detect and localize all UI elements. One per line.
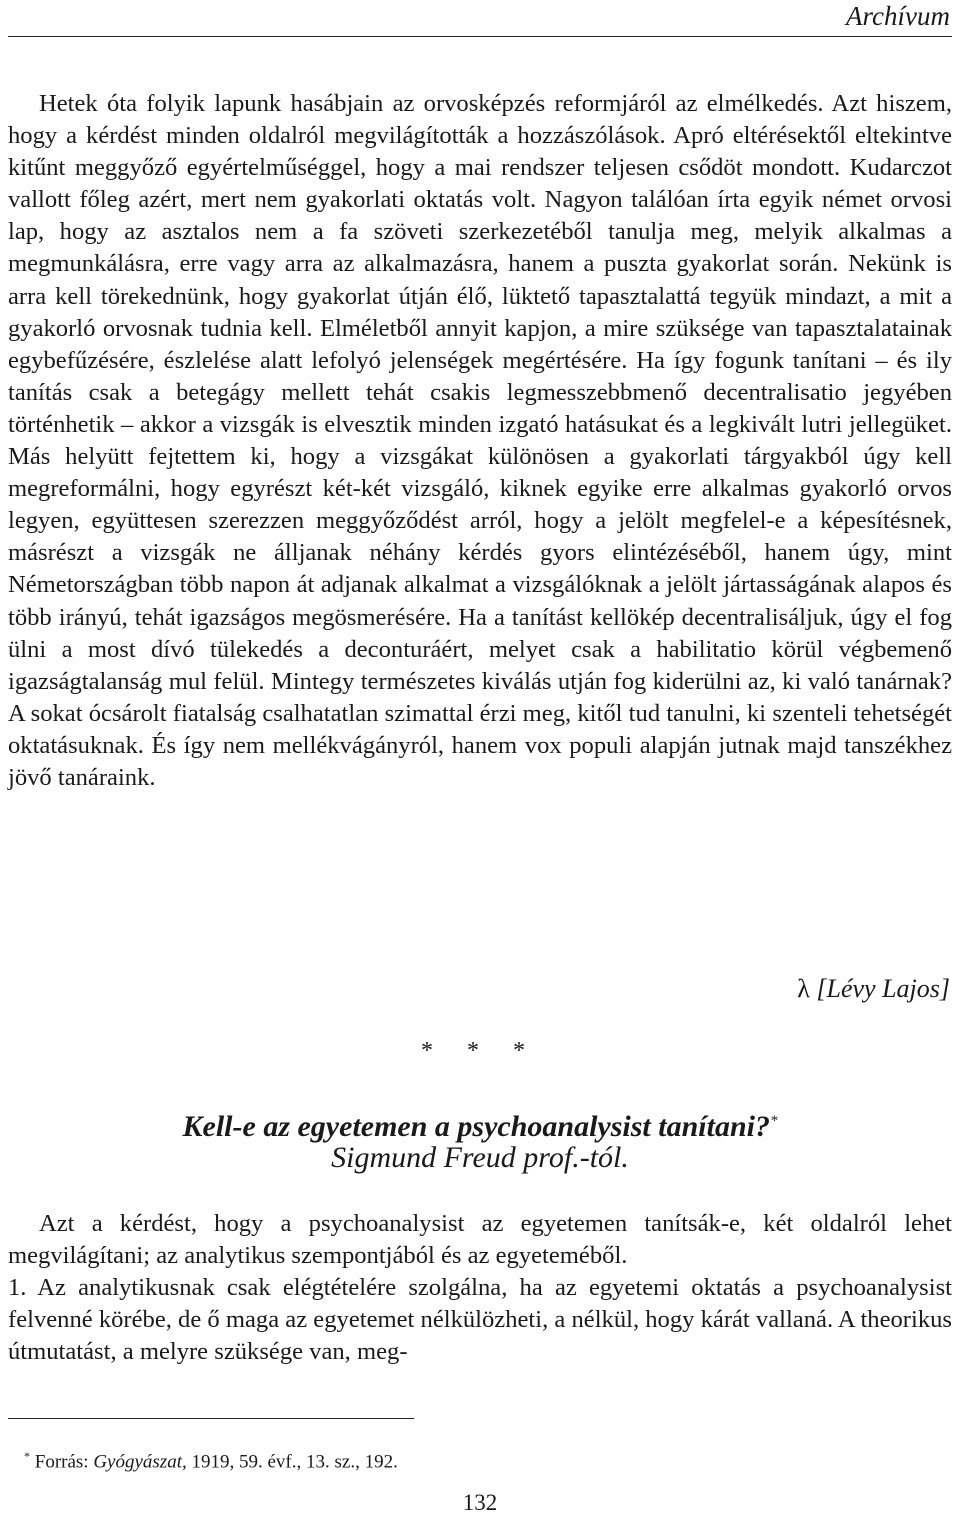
body-paragraph-1: Hetek óta folyik lapunk hasábjain az orvosképzés reformjáról az elmélkedés. Azt hiszem, hogy a kérdést minden oldalról megvilágították a hozzászólások. Apró eltérésektől eltekintve kitűnt meggyőző egyértelműséggel, hogy a mai rendszer teljesen csődöt mondott. Kudarczot vallott főleg azért, mert nem gyakorlati oktatás volt. Nagyon találóan írta egyik német orvosi lap, hogy az asztalos nem a fa szöveti szerkezetéből tanulja meg, melyik alkalmas a megmunkálásra, erre vagy arra az alkalmazásra, hanem a puszta gyakorlat során. Nekünk is arra kell törekednünk, hogy gyakorlat útján élő, lüktető tapasztalattá tegyük mindazt, a mit a gyakorló orvosnak tudnia kell. Elméletből annyit kapjon, a mire szüksége van tapasztalatainak egybefűzésére, észlelése alatt lefolyó jelenségek megértésére. Ha így fogunk tanítani – és ily tanítás csak a betegágy mellett tehát csakis legmesszebbmenő decentralisatio jegyében történhetik – akkor a vizsgák is elvesztik minden izgató hatásukat és a legkivált lutri jellegüket. Más helyütt fejtettem ki, hogy a vizsgákat különösen a gyakorlati tárgyakból úgy kell megreformálni, hogy egyrészt két-két vizsgáló, kiknek egyike erre alkalmas gyakorló orvos legyen, együttesen szerezzen meggyőződést arról, hogy a jelölt megfelel-e a képesítésnek, másrészt a vizsgák ne álljanak néhány kérdés gyors elintézéséből, hanem úgy, mint Németországban több napon át adjanak alkalmat a vizsgálóknak a jelölt jártasságának alapos és több irányú, tehát igazságos megösmerésére. Ha a tanítást kellökép decentralisáljuk, úgy el fog ülni a most dívó tülekedés a deconturáért, melyet csak a habilitatio körül végbemenő igazságtalanság mul felül. Mintegy természetes kiválás utján fog kiderülni az, ki való tanárnak? A sokat ócsárolt fiatalság csalhatatlan szimattal érzi meg, kitől tud tanulni, ki szenteli tehetségét oktatásuknak. És így nem mellékvágányról, hanem vox populi alapján jutnak majd tanszékhez jövő tanáraink. [8,90,952,791]
footnote-divider [8,1418,414,1419]
article-title-footnote-mark: * [769,1113,778,1129]
page-number: 132 [462,1490,498,1515]
signature-symbol: λ [797,974,810,1003]
footnote-details: 1919, 59. évf., 13. sz., 192. [191,1451,398,1473]
signature-name: [Lévy Lajos] [816,974,950,1003]
footnote-prefix: Forrás: [34,1451,89,1473]
running-header [8,0,952,37]
article-title [0,1103,960,1145]
author-signature [797,973,950,1005]
body-paragraph-2 [8,1208,952,1272]
article-subtitle: Sigmund Freud prof.-tól. [331,1141,629,1174]
footnote-journal: Gyógyászat, [93,1451,187,1473]
section-separator: * * * [421,1038,539,1064]
footnote [24,1444,398,1474]
footnote-mark: * [24,1449,30,1463]
body-paragraph-3: 1. Az analytikusnak csak elégtételére szolgálna, ha az egyetemi oktatás a psychoanalysist felvenné körébe, de ő maga az egyetemet nélkülözheti, a nélkül, hogy kárát vallaná. A theorikus útmutatást, a melyre szüksége van, meg- [8,1274,952,1366]
body-paragraph-2-text: Azt a kérdést, hogy a psychoanalysist az egyetemen tanítsák-e, két oldalról lehet megvilágítani; az analytikus szempontjából és az egyeteméből. [8,1210,952,1270]
running-header-title: Archívum [846,1,950,31]
article-title-text: Kell-e az egyetemen a psychoanalysist tanítani? [182,1110,770,1143]
